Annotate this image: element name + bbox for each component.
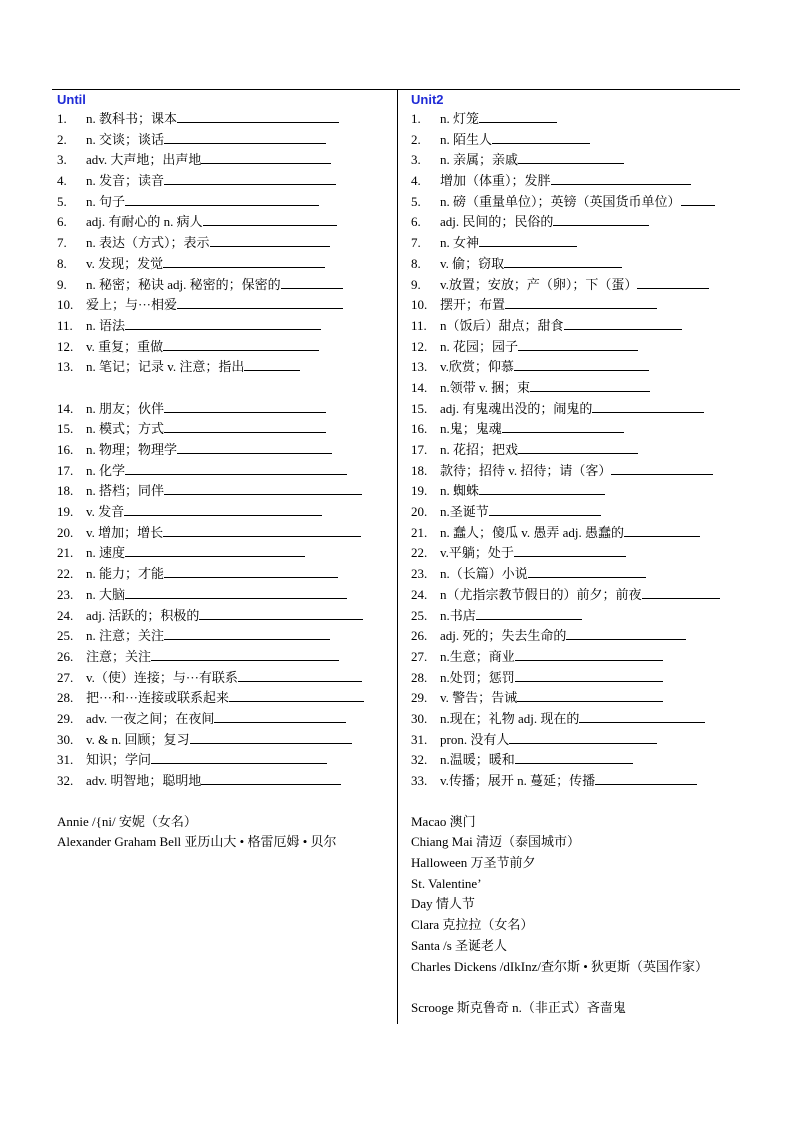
item-definition: pron. 没有人 bbox=[440, 731, 510, 747]
proper-noun-entry: Chiang Mai 清迈（泰国城市） bbox=[411, 834, 580, 850]
unit1-vocab-list bbox=[57, 109, 387, 792]
vocab-item bbox=[411, 440, 741, 461]
item-number: 9. bbox=[57, 276, 67, 292]
answer-blank[interactable] bbox=[177, 109, 339, 123]
vocab-item bbox=[57, 543, 387, 564]
vocab-item bbox=[411, 647, 741, 668]
answer-blank[interactable] bbox=[163, 254, 325, 268]
item-number: 18. bbox=[411, 462, 428, 478]
vocab-item bbox=[57, 233, 387, 254]
answer-blank[interactable] bbox=[164, 626, 330, 640]
item-number: 28. bbox=[411, 669, 428, 685]
item-number: 14. bbox=[57, 400, 74, 416]
vocab-item bbox=[411, 275, 741, 296]
item-number: 6. bbox=[57, 214, 67, 230]
vocab-item bbox=[411, 357, 741, 378]
item-definition: 款待；招待 v. 招待；请（客） bbox=[440, 462, 612, 478]
item-number: 4. bbox=[57, 173, 67, 189]
item-definition: n.圣诞节 bbox=[440, 504, 489, 520]
answer-blank[interactable] bbox=[489, 502, 601, 516]
vocab-item bbox=[57, 171, 387, 192]
item-number: 25. bbox=[411, 607, 428, 623]
proper-noun-entry: Alexander Graham Bell 亚历山大 • 格雷厄姆 • 贝尔 bbox=[57, 834, 337, 850]
item-number: 18. bbox=[57, 483, 74, 499]
item-number: 3. bbox=[411, 152, 421, 168]
item-definition: n. 化学 bbox=[86, 462, 126, 478]
answer-blank[interactable] bbox=[579, 709, 705, 723]
answer-blank[interactable] bbox=[515, 647, 663, 661]
proper-noun-entry: Annie /{ni/ 安妮（女名） bbox=[57, 813, 197, 829]
vocab-item bbox=[411, 564, 741, 585]
item-number: 31. bbox=[57, 752, 74, 768]
vocab-item bbox=[411, 750, 741, 771]
answer-blank[interactable] bbox=[281, 275, 343, 289]
item-definition: n. 发音；读音 bbox=[86, 173, 165, 189]
item-number: 29. bbox=[411, 690, 428, 706]
answer-blank[interactable] bbox=[492, 130, 590, 144]
left-column bbox=[57, 90, 387, 853]
vocab-item bbox=[57, 647, 387, 668]
answer-blank[interactable] bbox=[515, 750, 633, 764]
answer-blank[interactable] bbox=[551, 171, 691, 185]
proper-noun-entry: Macao 澳门 bbox=[411, 813, 476, 829]
item-number: 2. bbox=[411, 131, 421, 147]
item-number: 22. bbox=[411, 545, 428, 561]
item-definition: n. 速度 bbox=[86, 545, 126, 561]
note-gap bbox=[411, 977, 741, 998]
item-number: 24. bbox=[57, 607, 74, 623]
item-number: 8. bbox=[411, 255, 421, 271]
answer-blank[interactable] bbox=[164, 399, 326, 413]
vocab-item bbox=[411, 109, 741, 130]
answer-blank[interactable] bbox=[553, 212, 649, 226]
item-number: 26. bbox=[57, 648, 74, 664]
answer-blank[interactable] bbox=[125, 585, 347, 599]
item-definition: n. 注意；关注 bbox=[86, 628, 165, 644]
item-definition: n. 句子 bbox=[86, 193, 126, 209]
item-definition: n. 大脑 bbox=[86, 586, 126, 602]
answer-blank[interactable] bbox=[125, 543, 305, 557]
item-number: 28. bbox=[57, 690, 74, 706]
item-number: 23. bbox=[57, 586, 74, 602]
vocab-item bbox=[57, 295, 387, 316]
item-definition: n.领带 v. 捆；束 bbox=[440, 379, 531, 395]
item-definition: n. 表达（方式）；表示 bbox=[86, 235, 210, 251]
answer-blank[interactable] bbox=[504, 254, 622, 268]
proper-noun-entry: Clara 克拉拉（女名） bbox=[411, 917, 534, 933]
item-number: 5. bbox=[411, 193, 421, 209]
item-definition: v. 重复；重做 bbox=[86, 338, 164, 354]
answer-blank[interactable] bbox=[479, 109, 557, 123]
vocab-item bbox=[411, 419, 741, 440]
item-definition: n.书店 bbox=[440, 607, 476, 623]
item-number: 12. bbox=[57, 338, 74, 354]
vocab-item bbox=[411, 688, 741, 709]
vocab-item bbox=[57, 461, 387, 482]
proper-noun-entry: Santa /s 圣诞老人 bbox=[411, 937, 508, 953]
vocab-item bbox=[57, 626, 387, 647]
item-definition: n. 交谈；谈话 bbox=[86, 131, 165, 147]
vocab-item bbox=[411, 606, 741, 627]
item-definition: n. 朋友；伙伴 bbox=[86, 400, 165, 416]
item-definition: adv. 大声地；出声地 bbox=[86, 152, 202, 168]
answer-blank[interactable] bbox=[528, 564, 646, 578]
item-number: 5. bbox=[57, 193, 67, 209]
item-number: 13. bbox=[411, 359, 428, 375]
item-number: 32. bbox=[57, 773, 74, 788]
answer-blank[interactable] bbox=[125, 461, 347, 475]
vocab-item bbox=[411, 399, 741, 420]
item-definition: adj. 有鬼魂出没的；闹鬼的 bbox=[440, 400, 593, 416]
unit2-proper-nouns bbox=[411, 812, 741, 1019]
vocab-item bbox=[57, 419, 387, 440]
item-definition: n.现在；礼物 adj. 现在的 bbox=[440, 710, 580, 726]
vocab-item bbox=[411, 502, 741, 523]
item-definition: v.平躺；处于 bbox=[440, 545, 514, 561]
proper-noun-entry: Scrooge 斯克鲁奇 n.（非正式）吝啬鬼 bbox=[411, 999, 626, 1015]
item-definition: n. 秘密；秘诀 adj. 秘密的；保密的 bbox=[86, 276, 281, 292]
answer-blank[interactable] bbox=[164, 564, 338, 578]
answer-blank[interactable] bbox=[125, 192, 319, 206]
answer-blank[interactable] bbox=[201, 771, 341, 785]
item-definition: 把···和···连接或联系起来 bbox=[86, 690, 229, 706]
answer-blank[interactable] bbox=[210, 233, 330, 247]
item-number: 17. bbox=[57, 462, 74, 478]
item-definition: adj. 民间的；民俗的 bbox=[440, 214, 554, 230]
item-number: 22. bbox=[57, 566, 74, 582]
item-definition: 注意；关注 bbox=[86, 648, 152, 664]
item-definition: 爱上；与···相爱 bbox=[86, 297, 177, 313]
list-spacer bbox=[57, 378, 387, 399]
item-number: 31. bbox=[411, 731, 428, 747]
vocab-item bbox=[57, 730, 387, 751]
item-number: 21. bbox=[57, 545, 74, 561]
item-number: 16. bbox=[57, 442, 74, 457]
vocab-item bbox=[57, 750, 387, 771]
item-definition: n. 陌生人 bbox=[440, 131, 493, 147]
answer-blank[interactable] bbox=[177, 440, 332, 454]
item-number: 15. bbox=[411, 400, 428, 416]
item-definition: adj. 死的；失去生命的 bbox=[440, 628, 567, 644]
answer-blank[interactable] bbox=[190, 730, 352, 744]
vocab-item bbox=[57, 440, 387, 461]
answer-blank[interactable] bbox=[514, 357, 649, 371]
answer-blank[interactable] bbox=[592, 399, 704, 413]
vocab-item bbox=[411, 378, 741, 399]
item-number: 19. bbox=[411, 483, 428, 499]
vocab-item bbox=[57, 316, 387, 337]
item-number: 27. bbox=[411, 648, 428, 664]
answer-blank[interactable] bbox=[214, 709, 346, 723]
answer-blank[interactable] bbox=[201, 150, 331, 164]
item-definition: adv. 一夜之间；在夜间 bbox=[86, 710, 215, 726]
answer-blank[interactable] bbox=[151, 647, 339, 661]
vocab-item bbox=[57, 523, 387, 544]
item-number: 1. bbox=[57, 111, 67, 126]
item-definition: n（饭后）甜点；甜食 bbox=[440, 317, 564, 333]
answer-blank[interactable] bbox=[164, 171, 336, 185]
item-definition: v. & n. 回顾；复习 bbox=[86, 731, 190, 747]
answer-blank[interactable] bbox=[518, 337, 638, 351]
answer-blank[interactable] bbox=[637, 275, 709, 289]
answer-blank[interactable] bbox=[642, 585, 720, 599]
item-number: 10. bbox=[411, 297, 428, 313]
item-definition: n. 语法 bbox=[86, 317, 126, 333]
vocab-item bbox=[57, 150, 387, 171]
item-number: 20. bbox=[411, 504, 428, 520]
vocab-item bbox=[411, 730, 741, 751]
item-number: 25. bbox=[57, 628, 74, 644]
item-number: 3. bbox=[57, 152, 67, 168]
item-definition: n.（长篇）小说 bbox=[440, 566, 528, 582]
item-definition: n. 模式；方式 bbox=[86, 421, 165, 437]
vocab-item bbox=[57, 481, 387, 502]
answer-blank[interactable] bbox=[244, 357, 300, 371]
vocab-item bbox=[57, 564, 387, 585]
right-column bbox=[411, 90, 741, 1019]
item-number: 7. bbox=[411, 235, 421, 251]
proper-noun-entry: St. Valentine’ bbox=[411, 875, 482, 891]
answer-blank[interactable] bbox=[509, 730, 657, 744]
item-number: 33. bbox=[411, 773, 428, 788]
answer-blank[interactable] bbox=[164, 481, 362, 495]
item-number: 20. bbox=[57, 524, 74, 540]
vocab-item bbox=[57, 502, 387, 523]
vocab-item bbox=[57, 275, 387, 296]
item-number: 21. bbox=[411, 524, 428, 540]
item-number: 15. bbox=[57, 421, 74, 437]
vocab-item bbox=[411, 171, 741, 192]
item-definition: n. 教科书；课本 bbox=[86, 111, 178, 126]
proper-noun-entry: Day 情人节 bbox=[411, 896, 475, 912]
item-definition: n. 蠢人；傻瓜 v. 愚弄 adj. 愚蠢的 bbox=[440, 524, 625, 540]
vocab-item bbox=[57, 399, 387, 420]
answer-blank[interactable] bbox=[515, 668, 663, 682]
item-number: 29. bbox=[57, 710, 74, 726]
item-definition: v.传播；展开 n. 蔓延；传播 bbox=[440, 773, 596, 788]
vocab-item bbox=[411, 295, 741, 316]
answer-blank[interactable] bbox=[595, 771, 697, 785]
answer-blank[interactable] bbox=[229, 688, 364, 702]
item-number: 27. bbox=[57, 669, 74, 685]
item-number: 14. bbox=[411, 379, 428, 395]
answer-blank[interactable] bbox=[163, 337, 319, 351]
vocab-item bbox=[57, 130, 387, 151]
item-definition: 知识；学问 bbox=[86, 752, 152, 768]
item-number: 19. bbox=[57, 504, 74, 520]
item-definition: 摆开；布置 bbox=[440, 297, 506, 313]
answer-blank[interactable] bbox=[479, 233, 577, 247]
vocab-item bbox=[411, 585, 741, 606]
item-definition: v.欣赏；仰慕 bbox=[440, 359, 514, 375]
item-definition: v. 警告；告诫 bbox=[440, 690, 518, 706]
vocab-item bbox=[411, 150, 741, 171]
vocab-item bbox=[411, 543, 741, 564]
item-definition: n. 灯笼 bbox=[440, 111, 480, 126]
item-definition: n. 搭档；同伴 bbox=[86, 483, 165, 499]
vocab-item bbox=[57, 771, 387, 792]
item-definition: v.（使）连接；与···有联系 bbox=[86, 669, 238, 685]
answer-blank[interactable] bbox=[238, 668, 362, 682]
vocab-item bbox=[57, 357, 387, 378]
vocab-item bbox=[411, 481, 741, 502]
vocab-item bbox=[411, 461, 741, 482]
item-number: 7. bbox=[57, 235, 67, 251]
item-number: 30. bbox=[57, 731, 74, 747]
answer-blank[interactable] bbox=[124, 502, 322, 516]
answer-blank[interactable] bbox=[203, 212, 337, 226]
vocab-item bbox=[411, 254, 741, 275]
answer-blank[interactable] bbox=[505, 295, 657, 309]
item-definition: adj. 有耐心的 n. 病人 bbox=[86, 214, 203, 230]
item-definition: n. 能力；才能 bbox=[86, 566, 165, 582]
item-number: 8. bbox=[57, 255, 67, 271]
answer-blank[interactable] bbox=[517, 688, 663, 702]
vocab-item bbox=[411, 316, 741, 337]
vocab-item bbox=[57, 212, 387, 233]
proper-noun-entry: Halloween 万圣节前夕 bbox=[411, 855, 536, 871]
answer-blank[interactable] bbox=[530, 378, 650, 392]
vocab-item bbox=[411, 709, 741, 730]
vocab-item bbox=[411, 233, 741, 254]
item-definition: n. 物理；物理学 bbox=[86, 442, 178, 457]
item-definition: n. 蜘蛛 bbox=[440, 483, 480, 499]
item-number: 12. bbox=[411, 338, 428, 354]
vocab-item bbox=[57, 337, 387, 358]
item-number: 17. bbox=[411, 442, 428, 457]
item-definition: n. 女神 bbox=[440, 235, 480, 251]
vocab-item bbox=[57, 585, 387, 606]
item-number: 6. bbox=[411, 214, 421, 230]
item-definition: n. 花园；园子 bbox=[440, 338, 519, 354]
unit2-title: Unit2 bbox=[411, 92, 444, 107]
answer-blank[interactable] bbox=[164, 130, 326, 144]
item-number: 23. bbox=[411, 566, 428, 582]
item-definition: n. 花招；把戏 bbox=[440, 442, 519, 457]
item-number: 16. bbox=[411, 421, 428, 437]
answer-blank[interactable] bbox=[479, 481, 605, 495]
item-definition: v.放置；安放；产（卵）；下（蛋） bbox=[440, 276, 638, 292]
vocab-item bbox=[411, 337, 741, 358]
answer-blank[interactable] bbox=[566, 626, 686, 640]
item-definition: n. 磅（重量单位）；英镑（英国货币单位） bbox=[440, 193, 681, 209]
answer-blank[interactable] bbox=[476, 606, 582, 620]
item-definition: 增加（体重）；发胖 bbox=[440, 173, 551, 189]
answer-blank[interactable] bbox=[518, 150, 624, 164]
vocab-item bbox=[411, 771, 741, 792]
vocab-item bbox=[57, 606, 387, 627]
answer-blank[interactable] bbox=[164, 419, 326, 433]
answer-blank[interactable] bbox=[681, 192, 715, 206]
item-number: 13. bbox=[57, 359, 74, 375]
vocab-item bbox=[411, 523, 741, 544]
vocab-item bbox=[411, 212, 741, 233]
item-definition: n.鬼；鬼魂 bbox=[440, 421, 502, 437]
vocab-item bbox=[411, 130, 741, 151]
vocab-item bbox=[57, 668, 387, 689]
vocab-item bbox=[57, 709, 387, 730]
vocab-item bbox=[411, 192, 741, 213]
unit1-proper-nouns bbox=[57, 812, 387, 853]
answer-blank[interactable] bbox=[611, 461, 713, 475]
vocab-item bbox=[57, 109, 387, 130]
answer-blank[interactable] bbox=[624, 523, 700, 537]
item-definition: v. 增加；增长 bbox=[86, 524, 164, 540]
item-definition: adj. 活跃的；积极的 bbox=[86, 607, 200, 623]
item-number: 10. bbox=[57, 297, 74, 313]
item-number: 30. bbox=[411, 710, 428, 726]
item-number: 11. bbox=[57, 317, 73, 333]
item-definition: n（尤指宗教节假日的）前夕；前夜 bbox=[440, 586, 642, 602]
item-definition: n.温暖；暖和 bbox=[440, 752, 515, 768]
answer-blank[interactable] bbox=[564, 316, 682, 330]
vocab-item bbox=[411, 626, 741, 647]
unit1-title: Until bbox=[57, 92, 86, 107]
item-number: 1. bbox=[411, 111, 421, 126]
unit2-vocab-list bbox=[411, 109, 741, 792]
item-number: 9. bbox=[411, 276, 421, 292]
item-number: 4. bbox=[411, 173, 421, 189]
answer-blank[interactable] bbox=[518, 440, 638, 454]
item-definition: n.处罚；惩罚 bbox=[440, 669, 515, 685]
vocab-item bbox=[57, 254, 387, 275]
item-definition: n. 亲属；亲戚 bbox=[440, 152, 519, 168]
answer-blank[interactable] bbox=[514, 543, 626, 557]
item-number: 2. bbox=[57, 131, 67, 147]
answer-blank[interactable] bbox=[177, 295, 343, 309]
item-number: 32. bbox=[411, 752, 428, 768]
column-divider bbox=[397, 89, 398, 1024]
answer-blank[interactable] bbox=[502, 419, 624, 433]
vocab-item bbox=[411, 668, 741, 689]
item-number: 26. bbox=[411, 628, 428, 644]
item-definition: v. 发现；发觉 bbox=[86, 255, 164, 271]
item-number: 11. bbox=[411, 317, 427, 333]
item-definition: v. 偷；窃取 bbox=[440, 255, 505, 271]
answer-blank[interactable] bbox=[151, 750, 327, 764]
item-definition: n. 笔记；记录 v. 注意；指出 bbox=[86, 359, 245, 375]
answer-blank[interactable] bbox=[163, 523, 361, 537]
vocab-item bbox=[57, 688, 387, 709]
proper-noun-entry: Charles Dickens /dIkInz/查尔斯 • 狄更斯（英国作家） bbox=[411, 958, 709, 974]
vocab-item bbox=[57, 192, 387, 213]
item-definition: v. 发音 bbox=[86, 504, 125, 520]
item-number: 24. bbox=[411, 586, 428, 602]
answer-blank[interactable] bbox=[125, 316, 321, 330]
item-definition: adv. 明智地；聪明地 bbox=[86, 773, 202, 788]
item-definition: n.生意；商业 bbox=[440, 648, 515, 664]
answer-blank[interactable] bbox=[199, 606, 363, 620]
